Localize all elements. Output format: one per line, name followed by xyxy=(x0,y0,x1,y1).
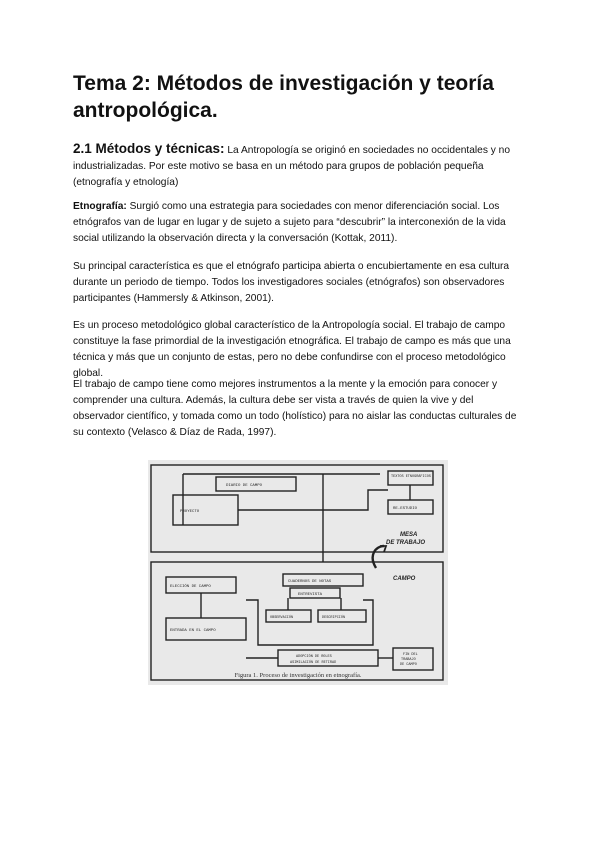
arrow-up-icon xyxy=(373,546,384,568)
fin-label-1: FIN DEL xyxy=(403,653,418,657)
fin-label-2: TRABAJO xyxy=(401,658,416,662)
adopcion-label-2: ASIMILACIÓN DE RETIRAD xyxy=(290,661,337,665)
connector-line xyxy=(238,490,388,510)
etnografia-paragraph xyxy=(73,199,523,247)
cuadernos-label: CUADERNOS DE NOTAS xyxy=(288,580,332,584)
section-intro-paragraph xyxy=(73,141,523,191)
page-title: Tema 2: Métodos de investigación y teoría antropológica. xyxy=(73,72,494,122)
textos-label: TEXTOS ETNOGRÁFICOS xyxy=(391,475,431,479)
paragraph-4: El trabajo de campo tiene como mejores instrumentos a la mente y la emoción para conocer y comprender una cultura. Además, la cultura debe ser vista a través de quien la vive y del observador científico, y tomada como un todo (holístico) para no aislar las conductas culturales de su contexto (Velasco & Díaz de Rada, 1997). xyxy=(73,379,517,438)
section-intro-text: La Antropología se originó en sociedades no occidentales y no industrializadas. Por este motivo se basa en un método para grupos de población pequeña (etnografía y etnología) xyxy=(73,145,511,188)
etnografia-text: Surgió como una estrategia para sociedades con menor diferenciación social. Los etnógrafos van de lugar en lugar y de sujeto a sujeto para “descubrir” la interconexión de la vida social utilizando la observación directa y la conversación (Kottak, 2011). xyxy=(73,201,506,244)
proyecto-label: PROYECTO xyxy=(180,510,200,514)
diario-label: DIARIO DE CAMPO xyxy=(226,484,263,488)
adopcion-label-1: ADOPCIÓN DE ROLES xyxy=(296,655,332,659)
mesa-label-1: MESA xyxy=(400,532,418,538)
research-process-figure xyxy=(148,460,448,685)
etnografia-term: Etnografía: xyxy=(73,201,127,212)
entrada-label: ENTRADA EN EL CAMPO xyxy=(170,629,216,633)
observacion-label: OBSERVACIÓN xyxy=(270,616,294,620)
descripcion-label: DESCRIPCIÓN xyxy=(322,616,346,620)
campo-label: CAMPO xyxy=(393,576,416,582)
mesa-label-2: DE TRABAJO xyxy=(386,540,426,546)
paragraph-3: Es un proceso metodológico global característico de la Antropología social. El trabajo de campo constituye la fase primordial de la investigación etnográfica. El trabajo de campo es más que una técnica y más que un conjunto de estas, pero no debe confundirse con el proceso metodológico global. xyxy=(73,320,511,379)
reestudio-label: RE-ESTUDIO xyxy=(393,507,418,511)
paragraph-2: Su principal característica es que el etnógrafo participa abierta o encubiertamente en esa cultura durante un periodo de tiempo. Todos los investigadores sociales (etnógrafos) son observadores participantes (Hammersly & Atkinson, 2001). xyxy=(73,261,510,304)
eleccion-label: ELECCIÓN DE CAMPO xyxy=(170,585,211,589)
fin-label-3: DE CAMPO xyxy=(400,663,417,667)
entrevista-label: ENTREVISTA xyxy=(298,593,323,597)
section-heading: 2.1 Métodos y técnicas: xyxy=(73,141,225,156)
figure-caption: Figura 1. Proceso de investigación en etnografía. xyxy=(234,672,362,679)
